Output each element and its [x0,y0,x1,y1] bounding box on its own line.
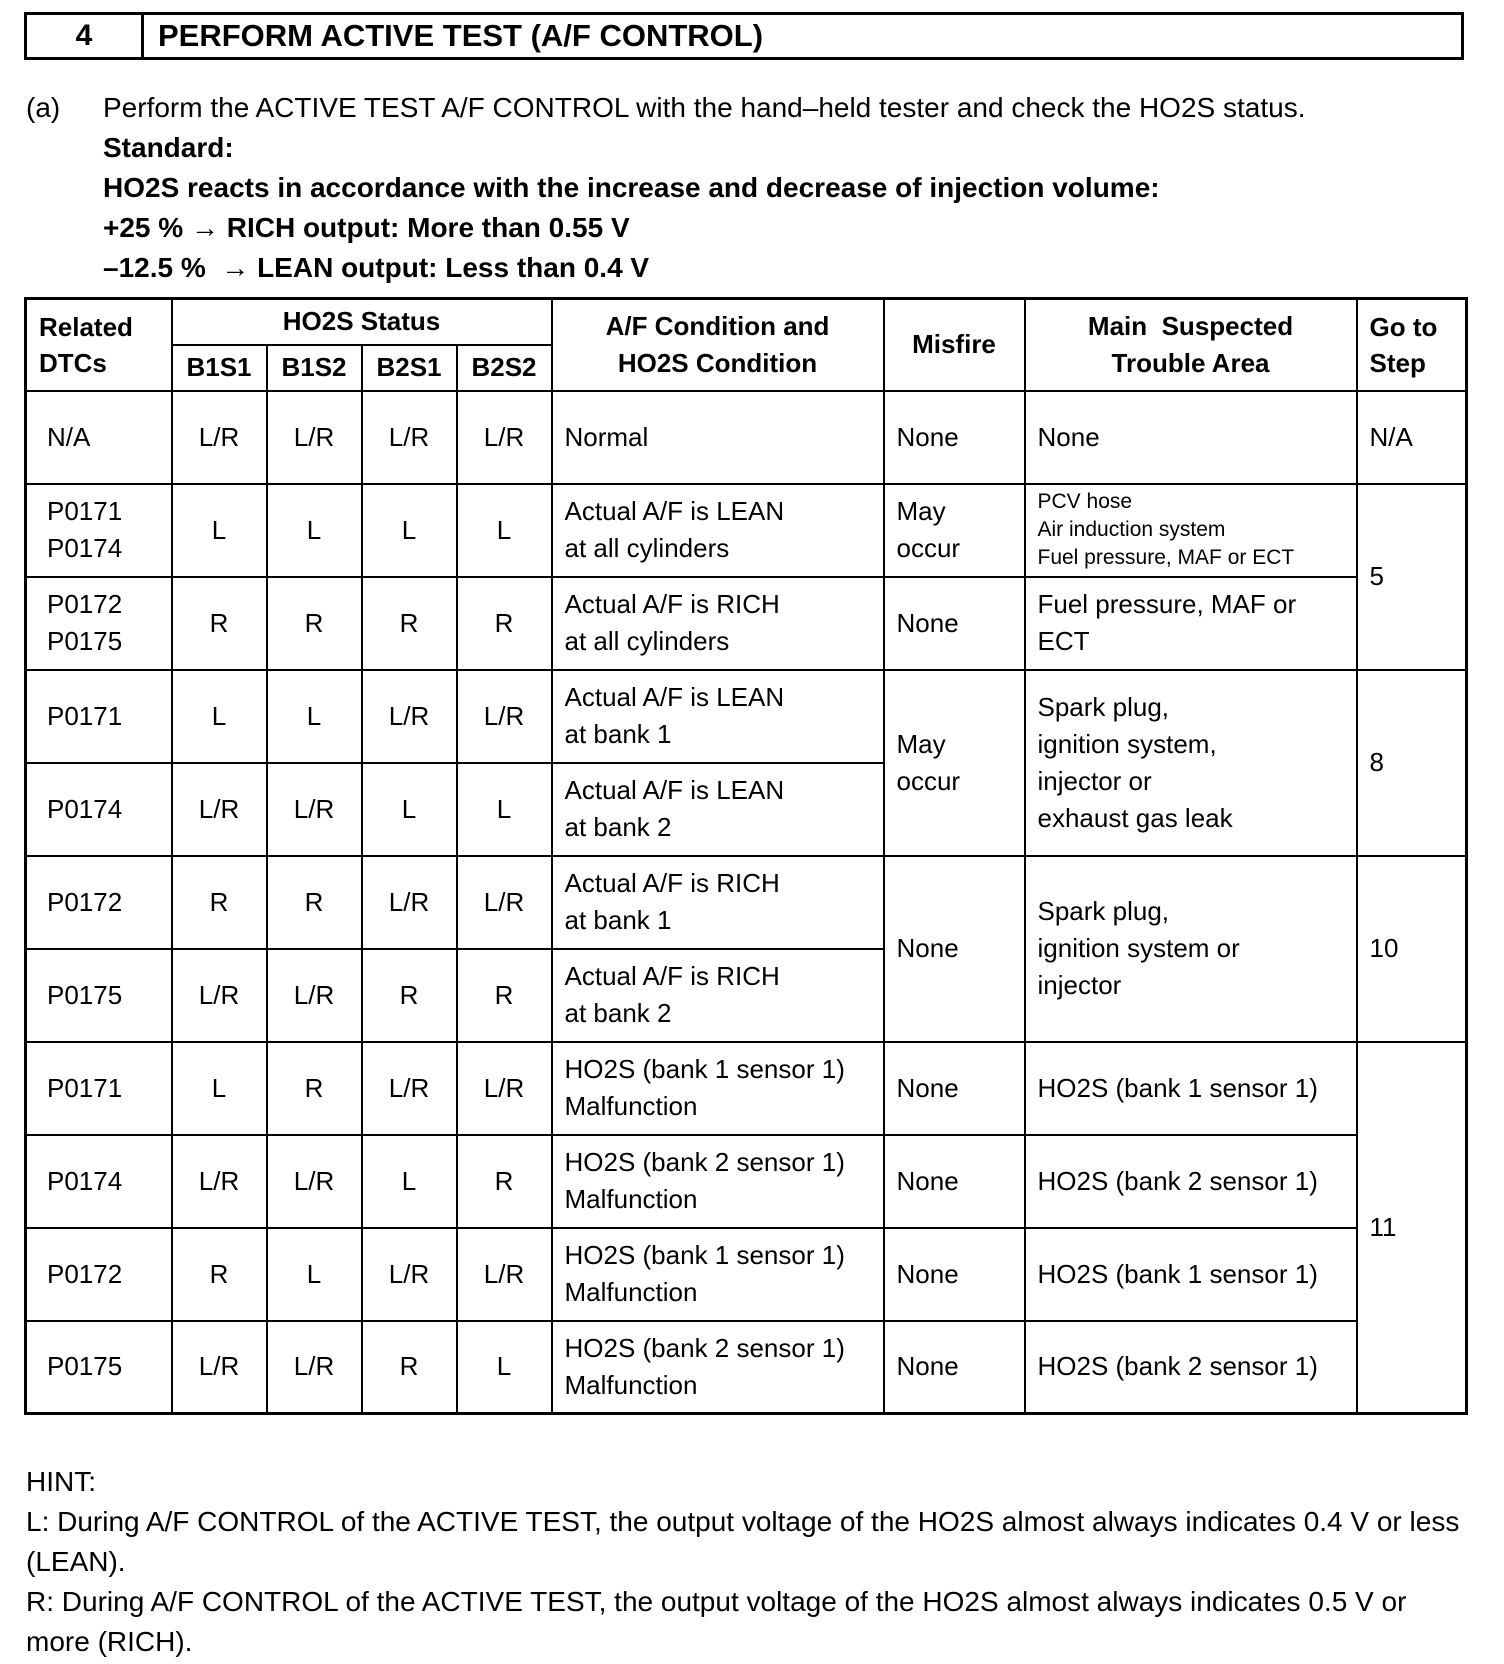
trouble-area-cell: None [1025,391,1357,484]
ho2s-status-cell: R [267,856,362,949]
ho2s-status-cell: L [172,484,267,577]
ho2s-status-cell: R [457,1135,552,1228]
hint-rich: R: During A/F CONTROL of the ACTIVE TEST, the output voltage of the HO2S almost always indicates 0.5 V or more (RICH). [26,1586,1407,1657]
ho2s-status-cell: L [172,670,267,763]
dtc-cell: P0175 [26,949,172,1042]
ho2s-status-cell: L [362,484,457,577]
ho2s-status-cell: L/R [267,391,362,484]
dtc-cell: P0175 [26,1321,172,1414]
condition-cell: Actual A/F is RICH at bank 2 [552,949,884,1042]
ho2s-status-cell: L [172,1042,267,1135]
table-row [26,1228,1467,1321]
step-number: 4 [27,15,144,57]
ho2s-status-cell: R [267,577,362,670]
trouble-area-cell: HO2S (bank 1 sensor 1) [1025,1228,1357,1321]
go-to-step-cell: 8 [1357,670,1467,856]
ho2s-status-cell: L/R [267,1321,362,1414]
trouble-area-cell: Spark plug, ignition system or injector [1025,856,1357,1042]
go-to-step-cell: N/A [1357,391,1467,484]
trouble-area-cell: HO2S (bank 1 sensor 1) [1025,1042,1357,1135]
misfire-cell: May occur [884,670,1025,856]
trouble-area-cell: Spark plug, ignition system, injector or exhaust gas leak [1025,670,1357,856]
header-go-to-step: Go to Step [1357,299,1467,391]
ho2s-status-cell: L [362,1135,457,1228]
header-related-dtcs: Related DTCs [26,299,172,391]
rich-output-standard: +25 % → RICH output: More than 0.55 V [103,212,630,243]
standard-description: HO2S reacts in accordance with the increase and decrease of injection volume: [103,172,1160,203]
ho2s-status-cell: L/R [362,670,457,763]
header-b1s1: B1S1 [172,345,267,391]
dtc-cell: P0174 [26,1135,172,1228]
table-body [26,391,1467,1414]
ho2s-status-cell: L [457,1321,552,1414]
ho2s-status-cell: L/R [172,949,267,1042]
ho2s-status-cell: R [172,856,267,949]
misfire-cell: None [884,1135,1025,1228]
header-b2s2: B2S2 [457,345,552,391]
lean-output-standard: –12.5 % → LEAN output: Less than 0.4 V [103,252,650,283]
table-row [26,1042,1467,1135]
misfire-cell: May occur [884,484,1025,577]
trouble-area-cell: HO2S (bank 2 sensor 1) [1025,1321,1357,1414]
table-row [26,484,1467,577]
table-row [26,391,1467,484]
header-b1s2: B1S2 [267,345,362,391]
substep-label: (a) [26,92,61,123]
dtc-table [24,297,1468,1415]
ho2s-status-cell: L/R [457,856,552,949]
header-af-condition: A/F Condition and HO2S Condition [552,299,884,391]
instruction-text: Perform the ACTIVE TEST A/F CONTROL with the hand–held tester and check the HO2S status. [103,92,1306,123]
trouble-area-cell: HO2S (bank 2 sensor 1) [1025,1135,1357,1228]
misfire-cell: None [884,577,1025,670]
condition-cell: HO2S (bank 1 sensor 1) Malfunction [552,1042,884,1135]
header-ho2s-status: HO2S Status [172,299,552,345]
misfire-cell: None [884,391,1025,484]
condition-cell: HO2S (bank 2 sensor 1) Malfunction [552,1135,884,1228]
go-to-step-cell: 10 [1357,856,1467,1042]
ho2s-status-cell: L/R [457,670,552,763]
hint-section [26,1462,1466,1662]
ho2s-status-cell: L/R [362,1042,457,1135]
ho2s-status-cell: L/R [267,763,362,856]
condition-cell: HO2S (bank 2 sensor 1) Malfunction [552,1321,884,1414]
ho2s-status-cell: L/R [267,949,362,1042]
dtc-cell: P0174 [26,763,172,856]
ho2s-status-cell: L/R [172,1321,267,1414]
dtc-cell: P0171 [26,670,172,763]
misfire-cell: None [884,1042,1025,1135]
table-row [26,670,1467,763]
hint-lean: L: During A/F CONTROL of the ACTIVE TEST, the output voltage of the HO2S almost always indicates 0.4 V or less (LEAN). [26,1506,1460,1577]
ho2s-status-cell: L/R [362,1228,457,1321]
standard-title: Standard: [103,132,234,163]
header-misfire: Misfire [884,299,1025,391]
ho2s-status-cell: L [457,763,552,856]
dtc-cell: P0172 P0175 [26,577,172,670]
ho2s-status-cell: L [362,763,457,856]
ho2s-status-cell: L [267,1228,362,1321]
ho2s-status-cell: L/R [457,1228,552,1321]
trouble-area-cell: Fuel pressure, MAF or ECT [1025,577,1357,670]
ho2s-status-cell: L/R [362,391,457,484]
header-b2s1: B2S1 [362,345,457,391]
trouble-area-cell: PCV hose Air induction system Fuel pressure, MAF or ECT [1025,484,1357,577]
misfire-cell: None [884,1228,1025,1321]
ho2s-status-cell: L [457,484,552,577]
dtc-cell: P0172 [26,856,172,949]
ho2s-status-cell: R [172,1228,267,1321]
ho2s-status-cell: R [267,1042,362,1135]
condition-cell: Actual A/F is LEAN at all cylinders [552,484,884,577]
ho2s-status-cell: R [457,949,552,1042]
ho2s-status-cell: L/R [172,763,267,856]
go-to-step-cell: 5 [1357,484,1467,670]
condition-cell: Actual A/F is RICH at bank 1 [552,856,884,949]
step-title: PERFORM ACTIVE TEST (A/F CONTROL) [158,18,764,53]
go-to-step-cell: 11 [1357,1042,1467,1414]
condition-cell: Actual A/F is LEAN at bank 2 [552,763,884,856]
ho2s-status-cell: L/R [457,1042,552,1135]
dtc-cell: P0171 P0174 [26,484,172,577]
ho2s-status-cell: L/R [457,391,552,484]
condition-cell: Actual A/F is LEAN at bank 1 [552,670,884,763]
dtc-cell: P0172 [26,1228,172,1321]
ho2s-status-cell: L [267,670,362,763]
ho2s-status-cell: R [457,577,552,670]
condition-cell: HO2S (bank 1 sensor 1) Malfunction [552,1228,884,1321]
dtc-cell: N/A [26,391,172,484]
table-row [26,856,1467,949]
step-header [24,12,1464,60]
misfire-cell: None [884,1321,1025,1414]
table-row [26,1135,1467,1228]
ho2s-status-cell: R [362,949,457,1042]
ho2s-status-cell: R [172,577,267,670]
ho2s-status-cell: L/R [172,391,267,484]
ho2s-status-cell: L/R [172,1135,267,1228]
ho2s-status-cell: R [362,1321,457,1414]
ho2s-status-cell: R [362,577,457,670]
ho2s-status-cell: L [267,484,362,577]
dtc-cell: P0171 [26,1042,172,1135]
hint-title: HINT: [26,1466,96,1497]
ho2s-status-cell: L/R [267,1135,362,1228]
condition-cell: Normal [552,391,884,484]
misfire-cell: None [884,856,1025,1042]
condition-cell: Actual A/F is RICH at all cylinders [552,577,884,670]
table-row [26,1321,1467,1414]
ho2s-status-cell: L/R [362,856,457,949]
header-trouble-area: Main Suspected Trouble Area [1025,299,1357,391]
table-row [26,577,1467,670]
